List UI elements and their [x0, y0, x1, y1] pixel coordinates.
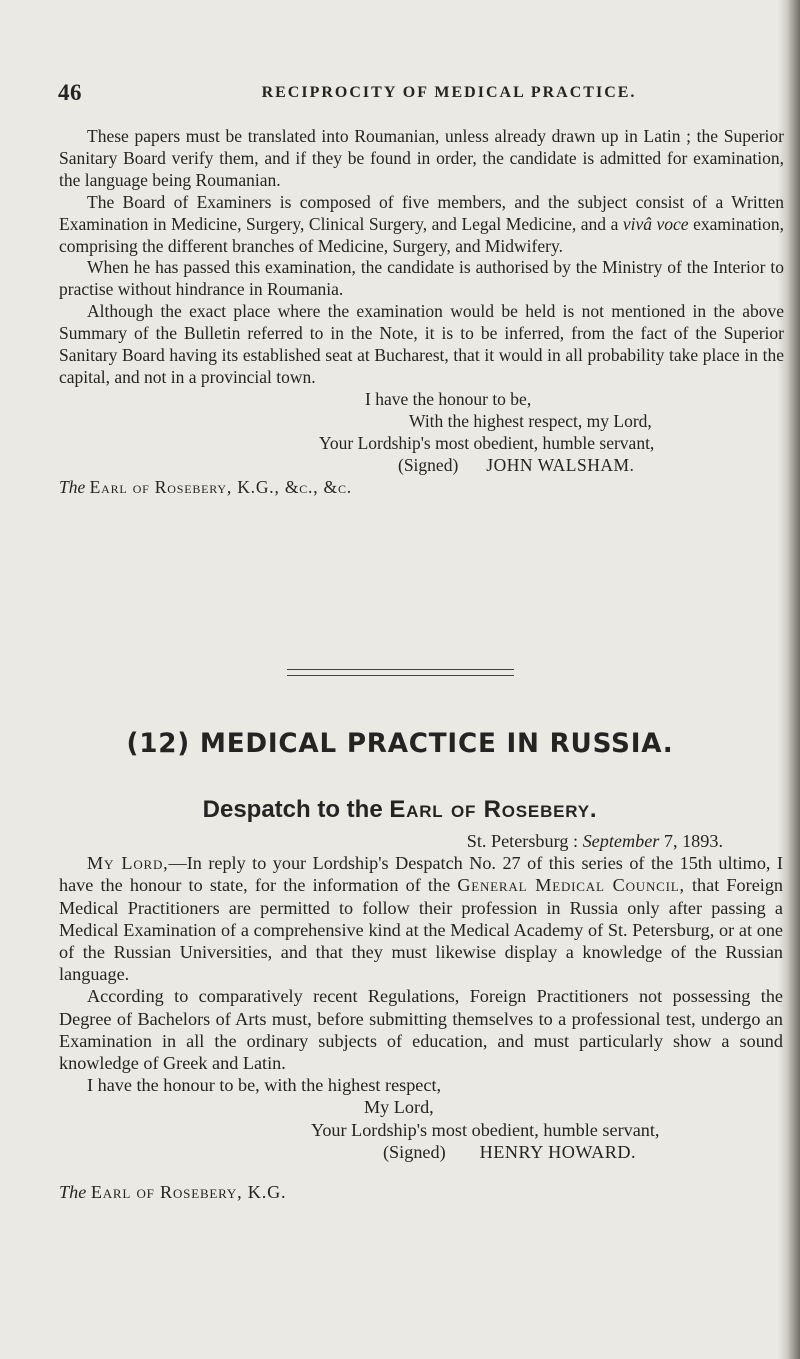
despatch-prefix: Despatch to the [202, 796, 383, 823]
letter-closing [59, 389, 784, 477]
paragraph-text: examination, comprising the different branches of Medicine, Surgery, and Midwifery. [59, 213, 784, 256]
paragraph: These papers must be translated into Roumanian, unless already drawn up in Latin ; the Superior Sanitary Board verify them, and if they be found in order, the candidate is admitted for examination, the language being Roumanian. [59, 126, 784, 190]
section-heading: (12) MEDICAL PRACTICE IN RUSSIA. [126, 728, 674, 759]
running-title: RECIPROCITY OF MEDICAL PRACTICE. [261, 84, 637, 101]
addressee-name: Earl of Rosebery, K.G., &c., &c. [89, 476, 352, 497]
addressee-the: The [59, 1182, 87, 1203]
paragraph-text: The Board of Examiners is composed of five members, and the subject consist of a Written Examination in Medicine, Surgery, Clinical Surgery, and Legal Medicine, and a [59, 191, 784, 234]
dateline [59, 830, 783, 852]
signature-line [59, 455, 784, 477]
dateline-rest: 7, 1893. [663, 831, 723, 851]
closing-line: I have the honour to be, [365, 388, 532, 409]
paragraph: According to comparatively recent Regulations, Foreign Practitioners not possessing the Degree of Bachelors of Arts must, before submitting themselves to a professional test, undergo an Examination in all the ordinary subjects of education, and must particularly show a sound knowledge of Greek and Latin. [59, 986, 783, 1074]
paragraph [59, 852, 783, 985]
addressee [59, 477, 784, 499]
signed-label: (Signed) [383, 1141, 446, 1162]
section-divider [287, 669, 514, 676]
italic-term: vivâ voce [622, 213, 689, 234]
despatch-recipient: Earl of Rosebery. [389, 796, 598, 823]
despatch-heading [0, 796, 800, 824]
paragraph-text: that Foreign Medical Practitioners are permitted to follow their profession in Russia only after passing a Medical Examination of a comprehensive kind at the Medical Academy of St. Petersburg, or at one of the Russian Universities, and that they must likewise display a knowledge of the Russian language. [59, 875, 784, 985]
closing-line: With the highest respect, my Lord, [409, 410, 652, 431]
signer-name: JOHN WALSHAM. [486, 454, 635, 475]
dateline-place: St. Petersburg : [466, 831, 579, 851]
letter-continuation [59, 126, 784, 498]
paragraph-text: —In reply to your Lordship's Despatch No. 27 of this series of the 15th ultimo, I have the honour to state, for the information of the [59, 853, 783, 896]
closing-line: Your Lordship's most obedient, humble servant, [319, 432, 655, 453]
dateline-month: September [582, 831, 660, 851]
addressee-the: The [59, 476, 86, 497]
page-header [58, 80, 780, 110]
paragraph [59, 192, 784, 258]
signed-label: (Signed) [398, 454, 459, 475]
signer-name: HENRY HOWARD. [479, 1141, 637, 1162]
page-number: 46 [58, 80, 82, 105]
paragraph: When he has passed this examination, the candidate is authorised by the Ministry of the Interior to practise without hindrance in Roumania. [59, 257, 784, 300]
russia-despatch [59, 830, 783, 1203]
addressee-name: Earl of Rosebery, K.G. [90, 1182, 287, 1203]
letter-closing [59, 1074, 783, 1163]
paragraph: Although the exact place where the examination would be held is not mentioned in the above Summary of the Bulletin referred to in the Note, it is to be inferred, from the fact of the Superior Sanitary Board having its established seat at Bucharest, that it would in all probability take place in the capital, and not in a provincial town. [59, 301, 784, 387]
closing-line: My Lord, [364, 1097, 434, 1118]
salutation: My Lord, [87, 853, 169, 874]
signature-line [59, 1141, 783, 1163]
closing-line: I have the honour to be, with the highest respect, [87, 1075, 442, 1096]
addressee [59, 1181, 783, 1203]
closing-line: Your Lordship's most obedient, humble servant, [311, 1119, 660, 1140]
council-name: General Medical Council, [457, 875, 685, 896]
